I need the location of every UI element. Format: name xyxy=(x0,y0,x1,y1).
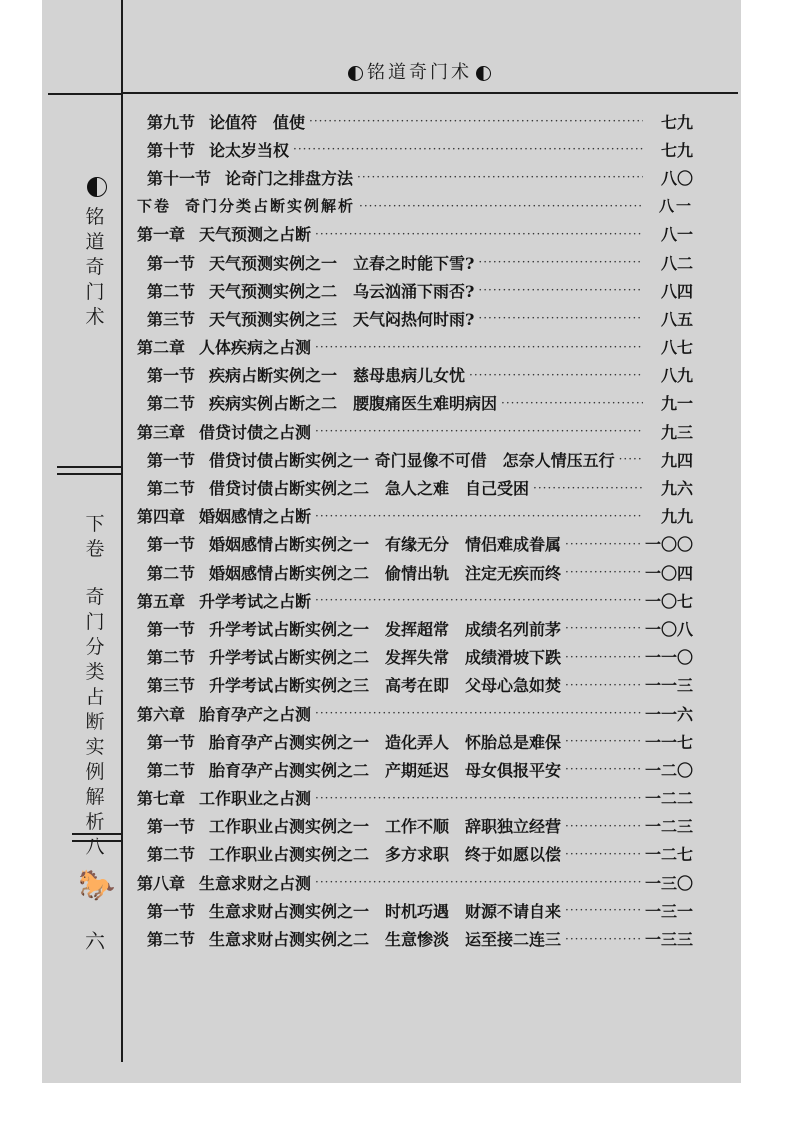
toc-entry xyxy=(137,530,693,558)
toc-leader xyxy=(478,255,643,269)
toc-title: 天气预测实例之二 乌云汹涌下雨否? xyxy=(209,281,475,301)
toc-leader xyxy=(315,424,643,438)
toc-leader xyxy=(565,819,641,833)
toc-page: 八五 xyxy=(660,309,693,329)
toc-page: 九三 xyxy=(660,422,693,442)
toc-entry xyxy=(137,614,693,642)
toc-page: 七九 xyxy=(660,140,693,160)
toc-label: 第九节 xyxy=(147,112,196,132)
toc-leader xyxy=(565,903,641,917)
toc-page: 一一六 xyxy=(644,704,693,724)
toc-leader xyxy=(565,621,641,635)
toc-page: 一二二 xyxy=(644,789,693,809)
toc-entry xyxy=(137,868,693,896)
toc-label: 第一节 xyxy=(147,253,196,273)
toc-leader xyxy=(315,227,643,241)
toc-entry xyxy=(137,755,693,783)
toc-entry xyxy=(137,699,693,727)
toc-label: 第一节 xyxy=(147,817,196,837)
toc-entry xyxy=(137,502,693,530)
top-side-rule xyxy=(48,93,122,95)
toc-page: 一三一 xyxy=(644,901,693,921)
toc-label: 第二节 xyxy=(147,563,196,583)
toc-page: 八二 xyxy=(660,253,693,273)
toc-label: 第二节 xyxy=(147,760,196,780)
toc-title: 疾病占断实例之一 慈母患病儿女忧 xyxy=(209,366,466,386)
toc-title: 天气预测之占断 xyxy=(199,225,312,245)
toc-title: 天气预测实例之三 天气闷热何时雨? xyxy=(209,309,475,329)
toc-entry xyxy=(137,248,693,276)
toc-entry xyxy=(137,671,693,699)
toc-page: 八七 xyxy=(660,338,693,358)
toc-page: 八〇 xyxy=(660,168,693,188)
toc-label: 第四章 xyxy=(137,507,186,527)
toc-leader xyxy=(501,396,643,410)
margin-rule xyxy=(121,0,123,1062)
toc-label: 第八章 xyxy=(137,873,186,893)
toc-entry xyxy=(137,473,693,501)
toc-page: 一一三 xyxy=(644,676,693,696)
toc-entry xyxy=(137,192,693,220)
toc-title: 生意求财占测实例之一 时机巧遇 财源不请自来 xyxy=(209,901,562,921)
toc-leader xyxy=(315,593,641,607)
toc-title: 胎育孕产占测实例之二 产期延迟 母女俱报平安 xyxy=(209,760,562,780)
toc-entry xyxy=(137,558,693,586)
toc-leader xyxy=(533,481,643,495)
toc-label: 第六章 xyxy=(137,704,186,724)
toc-leader xyxy=(565,762,641,776)
toc-entry xyxy=(137,812,693,840)
toc-label: 第二节 xyxy=(147,845,196,865)
toc-entry xyxy=(137,417,693,445)
toc-label: 第一节 xyxy=(147,732,196,752)
toc-leader xyxy=(293,142,643,156)
toc-title: 生意求财之占测 xyxy=(199,873,312,893)
toc-label: 第二节 xyxy=(147,281,196,301)
toc-page: 八一 xyxy=(660,225,693,245)
toc-label: 第二章 xyxy=(137,338,186,358)
toc-label: 第十节 xyxy=(147,140,196,160)
toc-title: 借贷讨债占断实例之二 急人之难 自己受困 xyxy=(209,479,530,499)
toc-entry xyxy=(137,840,693,868)
yin-yang-icon xyxy=(348,66,363,81)
toc-page: 一一七 xyxy=(644,732,693,752)
mid-side-rule-2 xyxy=(57,473,122,475)
toc-label: 第二节 xyxy=(147,479,196,499)
toc-leader xyxy=(309,114,643,128)
toc-label: 第一章 xyxy=(137,225,186,245)
toc-title: 工作职业占测实例之一 工作不顺 辞职独立经营 xyxy=(209,817,562,837)
toc-label: 第二节 xyxy=(147,648,196,668)
horse-emblem-icon: 🐎 xyxy=(78,868,116,903)
toc-page: 一〇〇 xyxy=(644,535,693,555)
toc-page: 一三〇 xyxy=(644,873,693,893)
toc-page: 一〇四 xyxy=(644,563,693,583)
toc-title: 升学考试之占断 xyxy=(199,591,312,611)
toc-page: 八一 xyxy=(658,197,693,216)
toc-entry xyxy=(137,445,693,473)
toc-leader xyxy=(359,199,643,213)
toc-page: 九一 xyxy=(660,394,693,414)
toc-page: 一一〇 xyxy=(644,648,693,668)
toc-entry xyxy=(137,643,693,671)
toc-entry xyxy=(137,784,693,812)
table-of-contents xyxy=(137,107,693,953)
toc-title: 论太岁当权 xyxy=(209,140,290,160)
toc-label: 第一节 xyxy=(147,535,196,555)
page-number: 六 xyxy=(85,929,105,953)
toc-leader xyxy=(565,678,641,692)
toc-title: 婚姻感情之占断 xyxy=(199,507,312,527)
toc-page: 一二七 xyxy=(644,845,693,865)
toc-leader xyxy=(565,932,641,946)
toc-title: 升学考试占断实例之一 发挥超常 成绩名列前茅 xyxy=(209,619,562,639)
toc-title: 升学考试占断实例之二 发挥失常 成绩滑坡下跌 xyxy=(209,648,562,668)
toc-leader xyxy=(315,791,641,805)
toc-title: 升学考试占断实例之三 高考在即 父母心急如焚 xyxy=(209,676,562,696)
toc-page: 八四 xyxy=(660,281,693,301)
toc-title: 论奇门之排盘方法 xyxy=(225,168,354,188)
toc-entry xyxy=(137,896,693,924)
toc-label: 第三节 xyxy=(147,676,196,696)
toc-entry xyxy=(137,163,693,191)
toc-label: 第一节 xyxy=(147,366,196,386)
toc-title: 胎育孕产占测实例之一 造化弄人 怀胎总是难保 xyxy=(209,732,562,752)
toc-entry xyxy=(137,135,693,163)
toc-page: 一二三 xyxy=(644,817,693,837)
toc-entry xyxy=(137,727,693,755)
toc-leader xyxy=(565,565,641,579)
toc-entry xyxy=(137,304,693,332)
toc-page: 八九 xyxy=(660,366,693,386)
running-header xyxy=(344,58,495,84)
toc-page: 一三三 xyxy=(644,930,693,950)
side-volume-title: 奇 门 分 类 占 断 实 例 解 析 八 xyxy=(85,586,105,858)
toc-leader xyxy=(565,650,641,664)
toc-leader xyxy=(478,311,643,325)
toc-page: 七九 xyxy=(660,112,693,132)
toc-label: 第三节 xyxy=(147,309,196,329)
toc-title: 人体疾病之占测 xyxy=(199,338,312,358)
toc-leader xyxy=(315,340,643,354)
toc-title: 婚姻感情占断实例之一 有缘无分 情侣难成眷属 xyxy=(209,535,562,555)
yin-yang-icon xyxy=(476,66,491,81)
mid-side-rule-1 xyxy=(57,466,122,468)
header-title: 铭道奇门术 xyxy=(367,62,472,83)
toc-page: 一二〇 xyxy=(644,760,693,780)
toc-leader xyxy=(565,734,641,748)
toc-label: 第一节 xyxy=(147,901,196,921)
toc-leader xyxy=(357,170,643,184)
toc-entry xyxy=(137,107,693,135)
toc-page: 九九 xyxy=(660,507,693,527)
toc-leader xyxy=(619,452,643,466)
toc-leader xyxy=(478,283,643,297)
toc-label: 第十一节 xyxy=(147,168,212,188)
toc-leader xyxy=(315,875,641,889)
toc-title: 借贷讨债之占测 xyxy=(199,422,312,442)
toc-title: 借贷讨债占断实例之一 奇门显像不可借 怎奈人情压五行 xyxy=(209,450,615,470)
toc-title: 婚姻感情占断实例之二 偷情出轨 注定无疾而终 xyxy=(209,563,562,583)
toc-label: 第一节 xyxy=(147,450,196,470)
toc-entry xyxy=(137,389,693,417)
toc-title: 天气预测实例之一 立春之时能下雪? xyxy=(209,253,475,273)
toc-label: 第三章 xyxy=(137,422,186,442)
side-volume-label: 下 卷 xyxy=(85,513,105,560)
toc-page: 一〇七 xyxy=(644,591,693,611)
yin-yang-icon xyxy=(87,177,107,197)
toc-entry xyxy=(137,586,693,614)
toc-leader xyxy=(565,537,641,551)
side-book-title: 铭 道 奇 门 术 xyxy=(85,206,105,328)
toc-leader xyxy=(315,706,641,720)
toc-label: 第一节 xyxy=(147,619,196,639)
toc-title: 生意求财占测实例之二 生意惨淡 运至接二连三 xyxy=(209,930,562,950)
toc-title: 工作职业占测实例之二 多方求职 终于如愿以偿 xyxy=(209,845,562,865)
toc-label: 第二节 xyxy=(147,930,196,950)
toc-leader xyxy=(315,509,643,523)
toc-entry xyxy=(137,361,693,389)
toc-leader xyxy=(565,847,641,861)
toc-entry xyxy=(137,924,693,952)
toc-leader xyxy=(469,368,643,382)
toc-label: 第七章 xyxy=(137,789,186,809)
toc-title: 疾病实例占断之二 腰腹痛医生难明病因 xyxy=(209,394,498,414)
toc-title: 胎育孕产之占测 xyxy=(199,704,312,724)
toc-page: 九六 xyxy=(660,479,693,499)
toc-title: 奇门分类占断实例解析 xyxy=(185,197,356,216)
toc-label: 第二节 xyxy=(147,394,196,414)
toc-label: 下卷 xyxy=(137,197,172,216)
header-rule xyxy=(122,92,738,94)
toc-title: 论值符 值使 xyxy=(209,112,306,132)
toc-page: 一〇八 xyxy=(644,619,693,639)
toc-entry xyxy=(137,220,693,248)
toc-page: 九四 xyxy=(660,450,693,470)
toc-entry xyxy=(137,333,693,361)
toc-entry xyxy=(137,276,693,304)
toc-label: 第五章 xyxy=(137,591,186,611)
toc-title: 工作职业之占测 xyxy=(199,789,312,809)
